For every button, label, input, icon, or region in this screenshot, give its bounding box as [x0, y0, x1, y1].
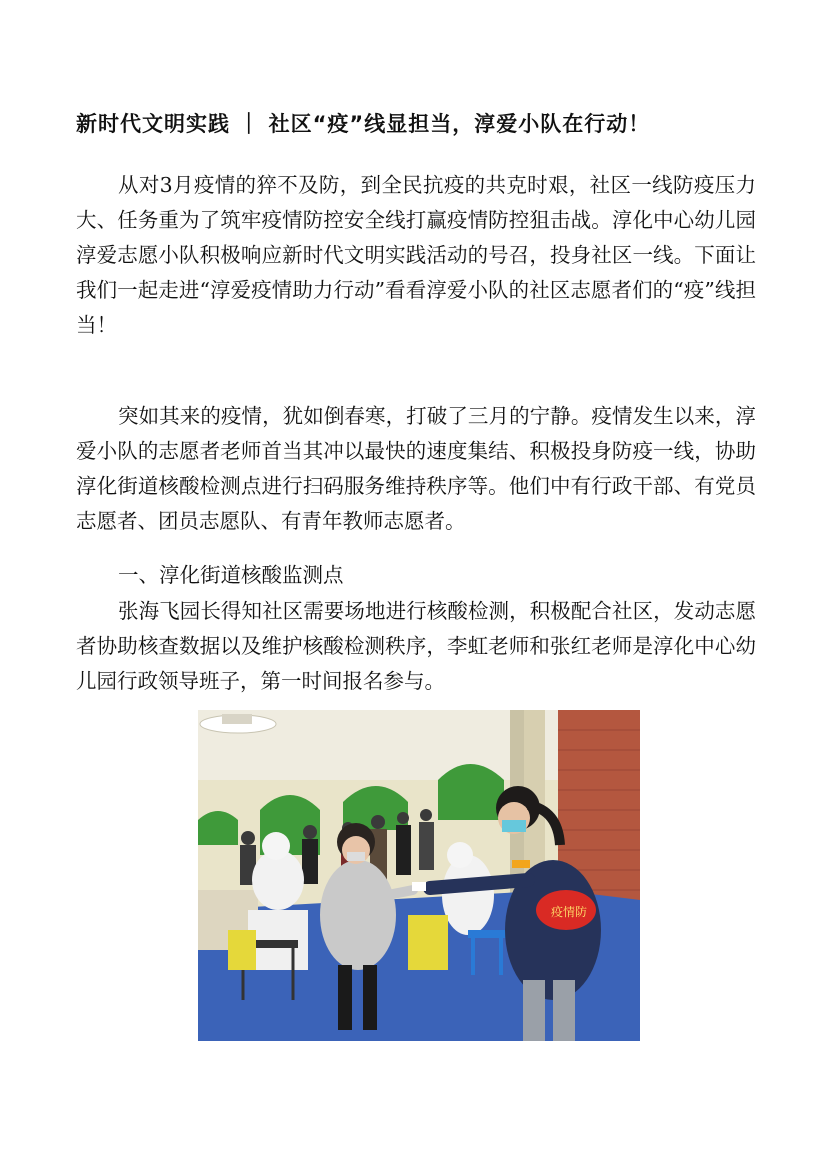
- armband-text: 疫情防: [551, 905, 588, 919]
- paragraph-intro: 从对3月疫情的猝不及防，到全民抗疫的共克时艰，社区一线防疫压力大、任务重为了筑牢疫情防控安全线打赢疫情防控狙击战。淳化中心幼儿园淳爱志愿小队积极响应新时代文明实践活动的号召，投身社区一线。下面让我们一起走进“淳爱疫情助力行动”看看淳爱小队的社区志愿者们的“疫”线担当！: [76, 173, 756, 337]
- article-title: 新时代文明实践 ｜ 社区“疫”线显担当，淳爱小队在行动！: [76, 112, 651, 136]
- volunteer-photo: [198, 710, 640, 1041]
- section-heading: 一、淳化街道核酸监测点: [118, 563, 344, 587]
- paragraph-outbreak: 突如其来的疫情，犹如倒春寒，打破了三月的宁静。疫情发生以来，淳爱小队的志愿者老师首当其冲以最快的速度集结、积极投身防疫一线，协助淳化街道核酸检测点进行扫码服务维持秩序等。他们中有行政干部、有党员志愿者、团员志愿队、有青年教师志愿者。: [76, 404, 756, 533]
- paragraph-testing-site: 张海飞园长得知社区需要场地进行核酸检测，积极配合社区，发动志愿者协助核查数据以及维护核酸检测秩序，李虹老师和张红老师是淳化中心幼儿园行政领导班子，第一时间报名参与。: [76, 599, 756, 693]
